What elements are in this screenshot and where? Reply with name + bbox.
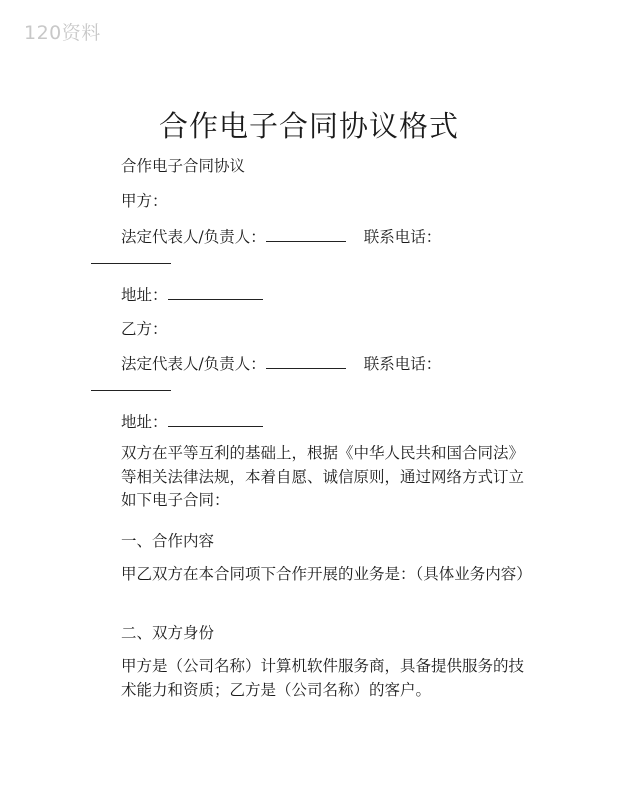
party-a-address-blank [168, 285, 263, 300]
intro-text: 双方在平等互利的基础上，根据《中华人民共和国合同法》等相关法律法规，本着自愿、诚信原则，通过网络方式订立如下电子合同： [121, 444, 525, 509]
party-a-phone-label: 联系电话： [363, 228, 442, 246]
party-b-representative-row [121, 353, 441, 375]
party-a-phone-row [91, 248, 171, 270]
intro-paragraph [91, 442, 531, 513]
party-a-label: 甲方： [121, 192, 168, 210]
party-a-rep-label: 法定代表人/负责人： [121, 228, 266, 246]
party-b-label: 乙方： [121, 320, 168, 338]
party-a-address-row [121, 284, 263, 306]
party-a-rep-blank [266, 227, 346, 242]
section-1-heading: 一、合作内容 [121, 532, 215, 550]
party-b-address-label: 地址： [121, 413, 168, 431]
party-a-representative-row [121, 226, 441, 248]
section-2-paragraph [91, 655, 531, 702]
party-b-address-blank [168, 412, 263, 427]
party-b-rep-blank [266, 354, 346, 369]
party-b-phone-blank [91, 376, 171, 391]
section-1-text: 甲乙双方在本合同项下合作开展的业务是：（具体业务内容） [121, 565, 532, 583]
contract-subtitle: 合作电子合同协议 [121, 157, 246, 175]
party-b-phone-row [91, 375, 171, 397]
party-a-address-label: 地址： [121, 286, 168, 304]
section-2-text: 甲方是（公司名称）计算机软件服务商，具备提供服务的技术能力和资质；乙方是（公司名称）的客户。 [121, 657, 525, 699]
party-b-address-row [121, 411, 263, 433]
watermark-logo: 120资料 [24, 22, 101, 44]
document-title: 合作电子合同协议格式 [158, 109, 459, 143]
party-b-phone-label: 联系电话： [363, 355, 442, 373]
section-1-paragraph [91, 563, 531, 587]
section-2-heading: 二、双方身份 [121, 624, 215, 642]
party-b-rep-label: 法定代表人/负责人： [121, 355, 266, 373]
party-a-phone-blank [91, 249, 171, 264]
